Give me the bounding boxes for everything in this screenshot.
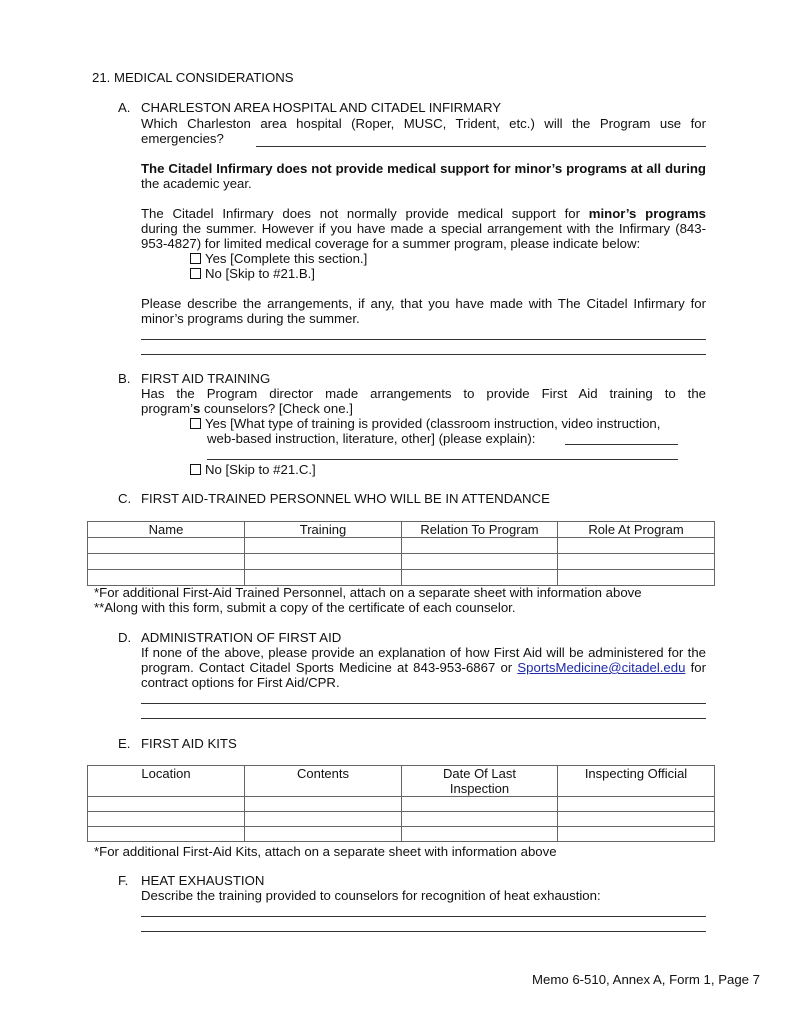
administration-text-line1: If none of the above, please provide an explanation of how First Aid will be administered for the [141,645,706,660]
table-row [88,570,715,586]
table-cell[interactable] [558,797,715,812]
administration-contact-text: program. Contact Citadel Sports Medicine at 843-953-6867 or [141,660,513,675]
option-a-yes-label: Yes [Complete this section.] [205,251,368,266]
subsection-f-letter: F. [118,873,129,888]
checkbox-a-yes[interactable] [190,253,201,264]
administration-contact-text-post: for [690,660,706,675]
subsection-f-title: HEAT EXHAUSTION [141,873,265,888]
subsection-a-title: CHARLESTON AREA HOSPITAL AND CITADEL INFIRMARY [141,100,502,115]
subsection-e-letter: E. [118,736,131,751]
section-heading [92,70,294,85]
table-row [88,812,715,827]
training-question-text: program’ [141,401,194,416]
option-a-no-label: No [Skip to #21.B.] [205,266,315,281]
table-cell[interactable] [245,554,402,570]
table-cell[interactable] [88,812,245,827]
personnel-note-1: *For additional First-Aid Trained Personnel, attach on a separate sheet with information above [94,585,642,600]
hospital-answer-field[interactable] [256,146,706,147]
arrangements-prompt: Please describe the arrangements, if any, that you have made with The Citadel Infirmary for [141,296,706,311]
col-header-location: Location [88,766,245,797]
page-footer: Memo 6-510, Annex A, Form 1, Page 7 [532,972,760,987]
subsection-a-letter: A. [118,100,131,115]
heat-exhaustion-prompt: Describe the training provided to counselors for recognition of heat exhaustion: [141,888,601,903]
subsection-d-letter: D. [118,630,132,645]
col-header-role: Role At Program [558,522,715,538]
subsection-b-title: FIRST AID TRAINING [141,371,271,386]
option-a-no[interactable] [190,266,315,281]
academic-year-notice: The Citadel Infirmary does not provide medical support for minor’s programs at all during [141,161,706,176]
option-b-no[interactable] [190,462,316,477]
col-header-relation: Relation To Program [402,522,558,538]
administration-answer-line-2[interactable] [141,718,706,719]
training-question-bold: s [193,401,201,416]
table-cell[interactable] [402,827,558,842]
kits-table-header [88,766,715,797]
summer-paragraph-line1 [141,206,706,221]
table-cell[interactable] [558,812,715,827]
summer-bold-text: minor’s programs [588,206,707,221]
table-cell[interactable] [245,812,402,827]
heat-exhaustion-answer-line-1[interactable] [141,916,706,917]
checkbox-b-yes[interactable] [190,418,201,429]
administration-text-line3: contract options for First Aid/CPR. [141,675,340,690]
table-cell[interactable] [245,570,402,586]
col-header-contents: Contents [245,766,402,797]
table-cell[interactable] [88,797,245,812]
administration-answer-line-1[interactable] [141,703,706,704]
personnel-table-header [88,522,715,538]
academic-year-notice-cont: the academic year. [141,176,252,191]
section-title: MEDICAL CONSIDERATIONS [114,70,294,85]
administration-text-line2 [141,660,706,675]
training-question-cont [141,401,353,416]
table-cell[interactable] [558,827,715,842]
section-number: 21. [92,70,111,85]
training-question-text-post: counselors? [Check one.] [200,401,353,416]
table-cell[interactable] [245,538,402,554]
col-header-name: Name [88,522,245,538]
table-row [88,797,715,812]
option-a-yes[interactable] [190,251,367,266]
table-cell[interactable] [245,797,402,812]
training-explain-line-2[interactable] [207,459,678,460]
checkbox-a-no[interactable] [190,268,201,279]
table-cell[interactable] [88,538,245,554]
hospital-question-cont: emergencies? [141,131,224,146]
subsection-b-letter: B. [118,371,131,386]
training-question: Has the Program director made arrangements to provide First Aid training to the [141,386,706,401]
subsection-c-title: FIRST AID-TRAINED PERSONNEL WHO WILL BE IN ATTENDANCE [141,491,550,506]
table-cell[interactable] [402,538,558,554]
table-cell[interactable] [558,554,715,570]
first-aid-kits-table [87,765,715,842]
table-cell[interactable] [558,570,715,586]
arrangements-prompt-cont: minor’s programs during the summer. [141,311,360,326]
option-b-yes-label: Yes [What type of training is provided (classroom instruction, video instruction, [205,416,661,431]
summer-text: The Citadel Infirmary does not normally provide medical support for [141,206,580,221]
kits-note: *For additional First-Aid Kits, attach on a separate sheet with information above [94,844,557,859]
table-cell[interactable] [88,570,245,586]
table-cell[interactable] [402,812,558,827]
summer-paragraph-line3: 953-4827) for limited medical coverage for a summer program, please indicate below: [141,236,641,251]
training-explain-field[interactable] [565,444,678,445]
hospital-question: Which Charleston area hospital (Roper, MUSC, Trident, etc.) will the Program use for [141,116,706,131]
table-cell[interactable] [245,827,402,842]
table-cell[interactable] [402,554,558,570]
table-row [88,554,715,570]
date-header-text: Date Of Last Inspection [443,766,516,796]
personnel-table [87,521,715,586]
table-row [88,827,715,842]
checkbox-b-no[interactable] [190,464,201,475]
heat-exhaustion-answer-line-2[interactable] [141,931,706,932]
option-b-yes-label-cont: web-based instruction, literature, other] (please explain): [207,431,536,446]
table-cell[interactable] [88,827,245,842]
subsection-c-letter: C. [118,491,132,506]
table-cell[interactable] [558,538,715,554]
col-header-inspecting-official: Inspecting Official [558,766,715,797]
summer-paragraph-line2: during the summer. However if you have made a special arrangement with the Infirmary (843- [141,221,706,236]
table-cell[interactable] [402,570,558,586]
arrangements-answer-line-1[interactable] [141,339,706,340]
personnel-note-2: **Along with this form, submit a copy of the certificate of each counselor. [94,600,516,615]
option-b-yes[interactable] [190,416,660,431]
col-header-date-of-last-inspection [402,766,558,797]
sports-medicine-email-link[interactable]: SportsMedicine@citadel.edu [517,660,686,675]
subsection-e-title: FIRST AID KITS [141,736,237,751]
col-header-training: Training [245,522,402,538]
arrangements-answer-line-2[interactable] [141,354,706,355]
option-b-no-label: No [Skip to #21.C.] [205,462,316,477]
table-cell[interactable] [88,554,245,570]
table-row [88,538,715,554]
table-cell[interactable] [402,797,558,812]
subsection-d-title: ADMINISTRATION OF FIRST AID [141,630,342,645]
